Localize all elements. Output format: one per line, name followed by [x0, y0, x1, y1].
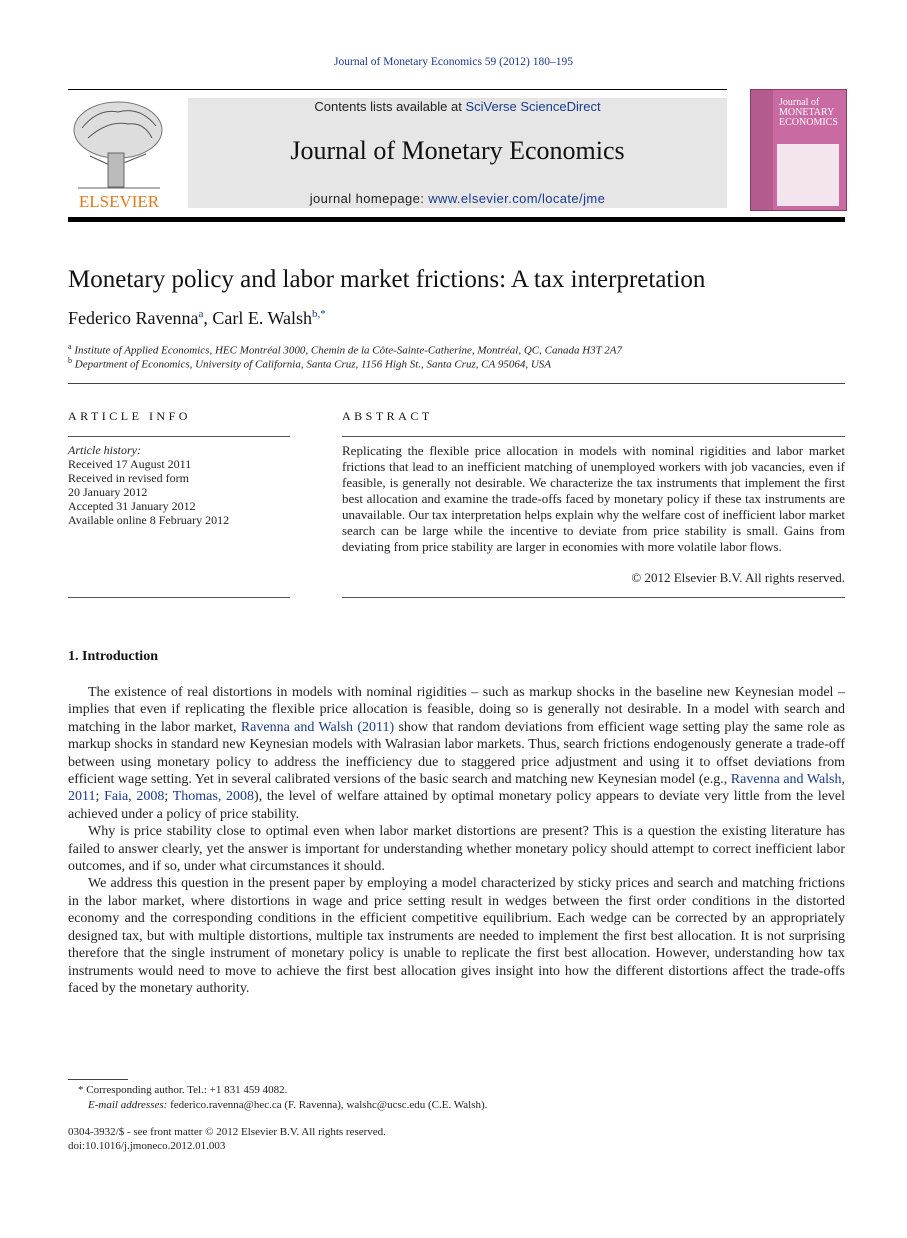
intro-paragraph-3: We address this question in the present paper by employing a model characterized by sticky prices and search and matching frictions in the labor market, where distortions in wage and price setting result in wedges between the first order conditions in the distorted economy and the corresponding conditions in the efficient competitive equilibrium. Each wedge can be corrected by an appropriately designed tax, but with multiple distortions, multiple tax instruments are needed to implement the first best allocation. It is not surprising therefore that the single instrument of monetary policy is unable to replicate the first best allocation. However, understanding how tax instruments would need to move to achieve the first best allocation gives insight into how the different distortions affect the trade-offs faced by the monetary authority. [68, 876, 845, 996]
doi-line[interactable]: doi:10.1016/j.jmoneco.2012.01.003 [68, 1140, 226, 1152]
ref-ravenna-walsh-2011b[interactable]: Ravenna and Walsh, 2011 [68, 772, 845, 805]
article-history: Article history: Received 17 August 2011 Received in revised form 20 January 2012 Accepted 31 January 2012 Available online 8 February 2012 [68, 443, 230, 527]
introduction-body [68, 684, 845, 997]
copyright: © 2012 Elsevier B.V. All rights reserved. [631, 570, 845, 585]
affiliation-a: $^a$ Institute of Applied Economics, HEC Montréal 3000, Chemin de la Côte-Sainte-Catherine, Montréal, QC, Canada H3T 2A7 [68, 342, 623, 357]
elsevier-tree-icon [68, 98, 170, 210]
author-2[interactable]: Carl E. Walsh [212, 308, 313, 328]
footnote-email: E-mail addresses: federico.ravenna@hec.ca (F. Ravenna), walshc@ucsc.edu (C.E. Walsh). [88, 1099, 488, 1111]
intro-paragraph-1: The existence of real distortions in models with nominal rigidities – such as markup shocks in the baseline new Keynesian model – implies that even if replicating the flexible price allocation is feasible, doing so is generally not desirable. In a model with search and matching in the labor market, Ravenna and Walsh (2011) show that random deviations from efficient wage setting play the same role as markup shocks in standard new Keynesian models with Walrasian labor markets. Thus, search frictions endogenously generate a trade-off between using monetary policy to address the inefficiency due to staggered price adjustment and using it to offset deviations from efficient wage setting. Yet in several calibrated versions of the basic search and matching new Keynesian model (e.g., Ravenna and Walsh, 2011; Faia, 2008; Thomas, 2008), the level of welfare attained by optimal monetary policy appears to deviate very little from the level achieved under a policy of price stability. [68, 685, 846, 822]
ref-thomas-2008[interactable]: Thomas, 2008 [172, 789, 255, 805]
author-list: Federico Ravenna$^a$, Carl E. Walsh$^{b,*}$ [68, 308, 326, 328]
section-rule [68, 383, 845, 384]
cover-title: Journal of MONETARY ECONOMICS [779, 97, 838, 128]
article-title: Monetary policy and labor market frictions: A tax interpretation [68, 266, 706, 293]
abstract-text: Replicating the flexible price allocation in models with nominal rigidities and labor market frictions that lead to an inefficient matching of unemployed workers with job vacancies, even if feasible, is generally not desirable. We characterize the tax instruments that implement the first best allocation and examine the trade-offs faced by monetary policy if these tax instruments are unavailable. Our tax interpretation helps explain why the welfare cost of inefficient labor market search can be large while the incentive to deviate from price stability is small. Gains from deviating from price stability are larger in economies with more volatile labor flows. [342, 443, 845, 554]
header-thick-rule [68, 217, 845, 222]
intro-paragraph-2: Why is price stability close to optimal even when labor market distortions are present? This is a question the existing literature has failed to answer clearly, yet the answer is important for understanding whether monetary policy should attempt to correct inefficient labor outcomes, and if so, under what circumstances it should. [68, 824, 845, 875]
footnote-corresponding: * Corresponding author. Tel.: +1 831 459 4082. [78, 1084, 288, 1096]
header-rule [68, 89, 727, 90]
contents-line: Contents lists available at SciVerse ScienceDirect [314, 99, 601, 114]
sciencedirect-link[interactable]: SciVerse ScienceDirect [465, 99, 601, 114]
journal-citation: Journal of Monetary Economics 59 (2012) 180–195 [334, 56, 573, 68]
publisher-name: ELSEVIER [78, 192, 160, 210]
abstract-heading: ABSTRACT [342, 409, 433, 423]
journal-homepage: journal homepage: www.elsevier.com/locate/jme [309, 191, 606, 206]
ref-faia-2008[interactable]: Faia, 2008 [104, 789, 165, 805]
elsevier-logo [68, 98, 170, 210]
issn-line: 0304-3932/$ - see front matter © 2012 Elsevier B.V. All rights reserved. [68, 1126, 386, 1138]
footnote-rule [68, 1079, 128, 1080]
journal-cover [750, 89, 847, 211]
introduction-heading: 1. Introduction [68, 649, 158, 664]
affiliation-b: $^b$ Department of Economics, University of California, Santa Cruz, 1156 High St., Santa Cruz, CA 95064, USA [68, 356, 552, 371]
author-1[interactable]: Federico Ravenna [68, 308, 199, 328]
homepage-link[interactable]: www.elsevier.com/locate/jme [428, 191, 606, 206]
journal-banner [188, 98, 727, 208]
article-info-heading: ARTICLE INFO [68, 409, 191, 423]
journal-name: Journal of Monetary Economics [290, 136, 625, 165]
ref-ravenna-walsh-2011[interactable]: Ravenna and Walsh (2011) [240, 719, 395, 735]
